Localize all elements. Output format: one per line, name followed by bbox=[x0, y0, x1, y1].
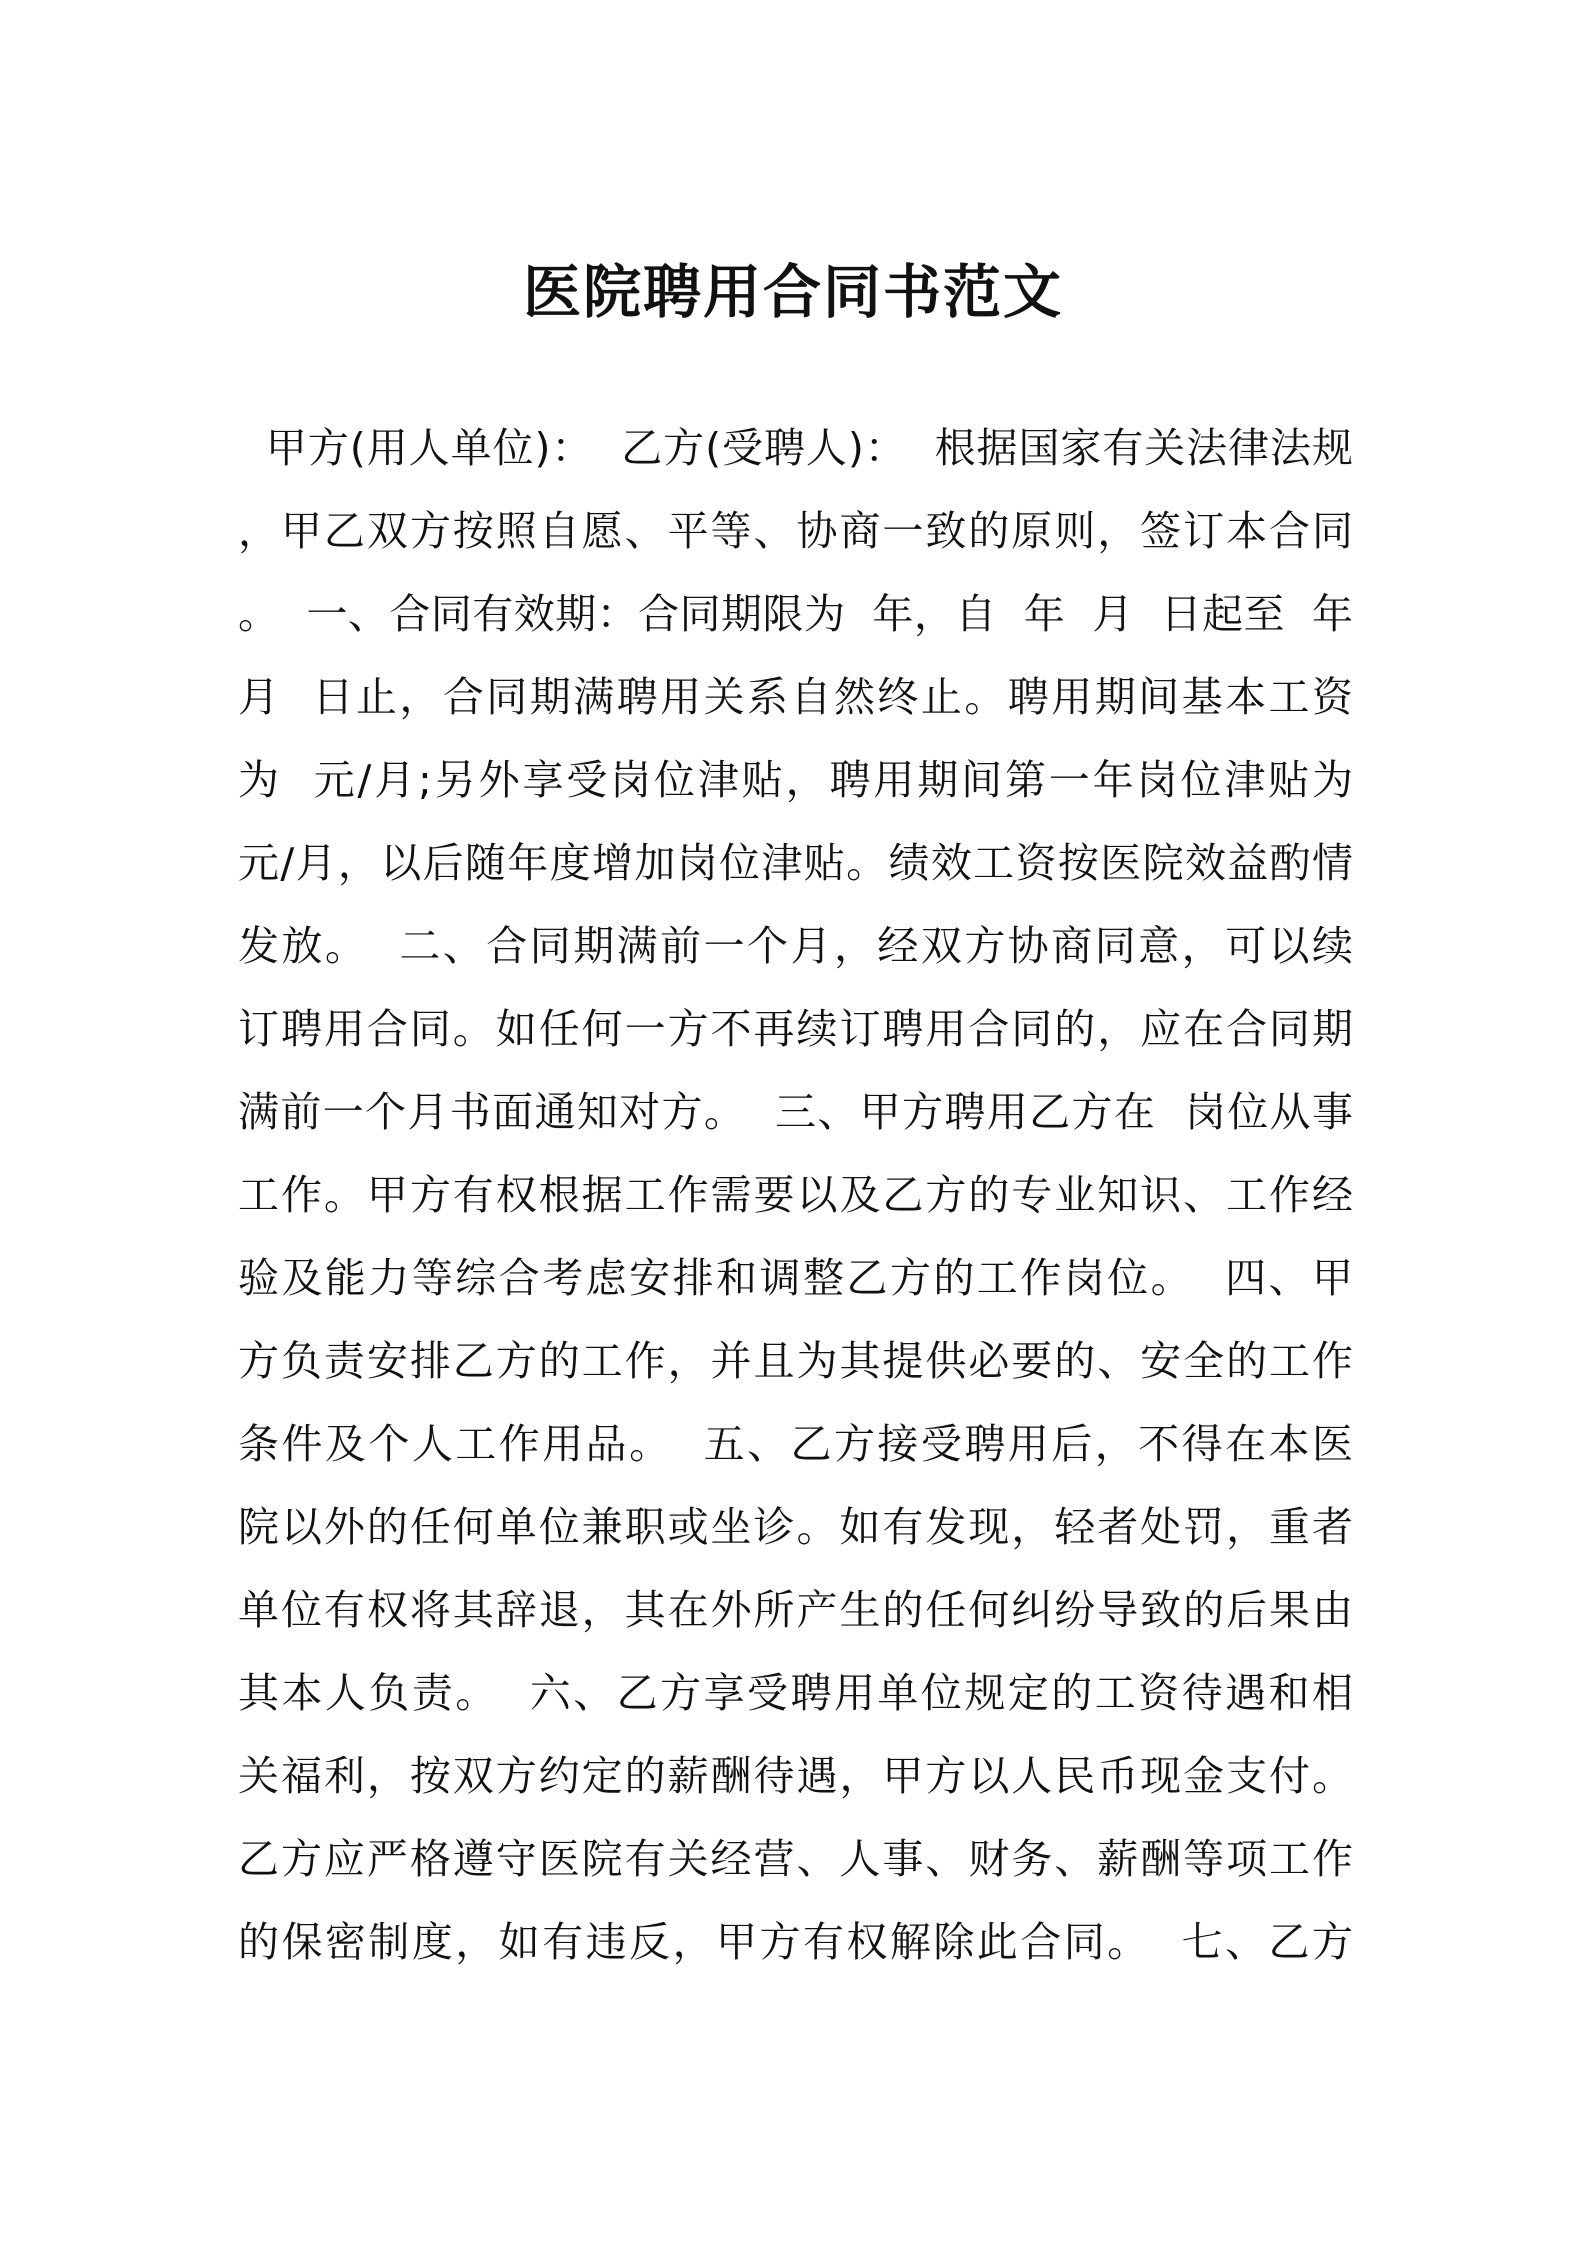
body-line: 甲方(用人单位)： 乙方(受聘人)： 根据国家有关法律法规 bbox=[238, 424, 1353, 472]
body-line: 其本人负责。 六、乙方享受聘用单位规定的工资待遇和相 bbox=[238, 1669, 1353, 1717]
body-line: 订聘用合同。如任何一方不再续订聘用合同的，应在合同期 bbox=[238, 1005, 1353, 1053]
body-line: 满前一个月书面通知对方。 三、甲方聘用乙方在 岗位从事 bbox=[238, 1088, 1353, 1136]
body-line: 为 元/月;另外享受岗位津贴，聘用期间第一年岗位津贴为 bbox=[238, 756, 1353, 804]
body-line: 的保密制度，如有违反，甲方有权解除此合同。 七、乙方 bbox=[238, 1918, 1353, 1966]
body-line: 乙方应严格遵守医院有关经营、人事、财务、薪酬等项工作 bbox=[238, 1835, 1353, 1883]
body-line: 。 一、合同有效期：合同期限为 年，自 年 月 日起至 年 bbox=[238, 590, 1353, 638]
body-line: 月 日止，合同期满聘用关系自然终止。聘用期间基本工资 bbox=[238, 673, 1353, 721]
body-line: 元/月，以后随年度增加岗位津贴。绩效工资按医院效益酌情 bbox=[238, 839, 1353, 887]
body-line: ，甲乙双方按照自愿、平等、协商一致的原则，签订本合同 bbox=[238, 507, 1353, 555]
body-line: 条件及个人工作用品。 五、乙方接受聘用后，不得在本医 bbox=[238, 1420, 1353, 1468]
body-line: 验及能力等综合考虑安排和调整乙方的工作岗位。 四、甲 bbox=[238, 1254, 1353, 1302]
body-line: 关福利，按双方约定的薪酬待遇，甲方以人民币现金支付。 bbox=[238, 1752, 1353, 1800]
body-line: 单位有权将其辞退，其在外所产生的任何纠纷导致的后果由 bbox=[238, 1586, 1353, 1634]
contract-body bbox=[238, 407, 1353, 1984]
body-line: 发放。 二、合同期满前一个月，经双方协商同意，可以续 bbox=[238, 922, 1353, 970]
body-line: 方负责安排乙方的工作，并且为其提供必要的、安全的工作 bbox=[238, 1337, 1353, 1385]
body-line: 院以外的任何单位兼职或坐诊。如有发现，轻者处罚，重者 bbox=[238, 1503, 1353, 1551]
body-line: 工作。甲方有权根据工作需要以及乙方的专业知识、工作经 bbox=[238, 1171, 1353, 1219]
document-title: 医院聘用合同书范文 bbox=[522, 258, 1063, 326]
